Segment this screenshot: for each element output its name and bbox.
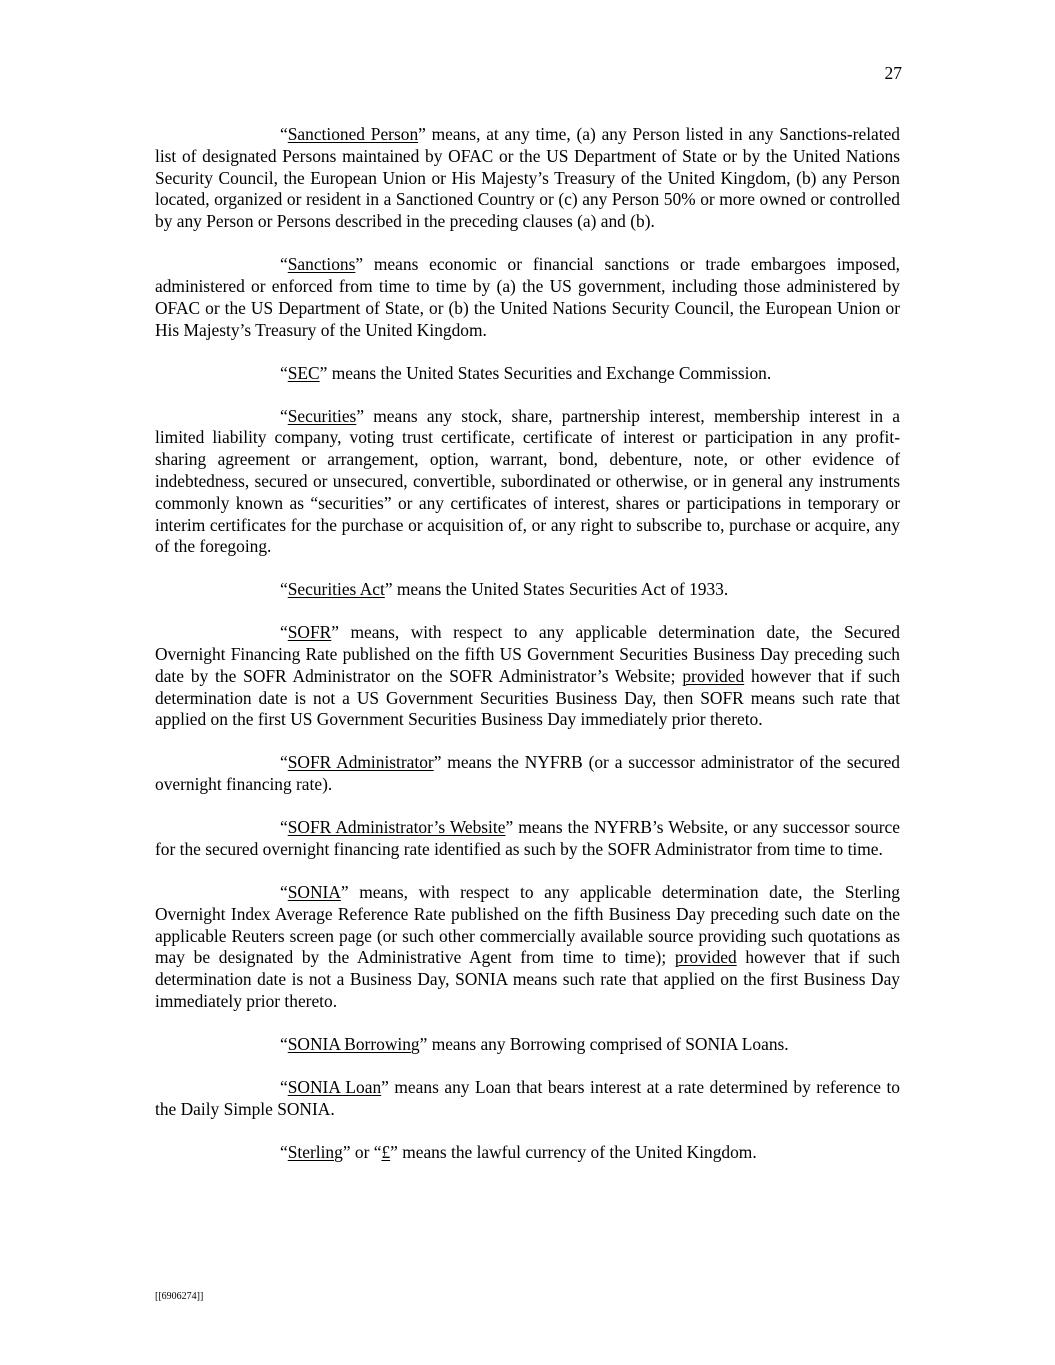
- definition-text-continued: ” means the lawful currency of the United Kingdom.: [390, 1141, 757, 1162]
- open-quote: “: [280, 622, 288, 643]
- definition-text: ” means, with respect to any applicable determination date, the Sterling Overnight Index Average Reference Rate published on the fifth Business Day preceding such date on the applicable Reuters screen page (or such other commercially available source providing such quotations as may be designated by the Administrative Agent from time to time);: [155, 882, 900, 968]
- definition-sonia-loan: [155, 1077, 900, 1121]
- definition-sanctioned-person: [155, 124, 900, 233]
- open-quote: “: [280, 579, 288, 600]
- open-quote: “: [280, 124, 288, 144]
- defined-term: Sanctions: [287, 254, 356, 275]
- defined-term: SONIA: [287, 882, 341, 903]
- definition-sec: [155, 363, 900, 385]
- definition-sofr: [155, 622, 900, 731]
- defined-term: SOFR Administrator’s Website: [287, 817, 506, 838]
- open-quote: “: [280, 1033, 288, 1054]
- open-quote: “: [280, 1141, 288, 1162]
- definition-sofr-administrators-website: [155, 817, 900, 861]
- pound-symbol-term: £: [381, 1141, 391, 1162]
- definition-text: ” means the NYFRB (or a successor administrator of the secured overnight financing rate).: [155, 752, 900, 795]
- definition-sofr-administrator: [155, 752, 900, 796]
- defined-term: Securities: [287, 405, 357, 426]
- definition-text: ” means any Loan that bears interest at a rate determined by reference to the Daily Simple SONIA.: [155, 1076, 900, 1119]
- open-quote: “: [280, 1076, 288, 1097]
- definition-securities-act: [155, 579, 900, 601]
- definition-text: ” means any Borrowing comprised of SONIA Loans.: [419, 1033, 789, 1054]
- definition-text-continued: however that if such determination date is not a Business Day, SONIA means such rate that applied on the first Business Day immediately prior thereto.: [155, 947, 900, 1011]
- page-number: 27: [884, 63, 902, 83]
- open-quote: “: [280, 254, 288, 275]
- provided-proviso: provided: [682, 665, 745, 686]
- definition-text: ” means any stock, share, partnership interest, membership interest in a limited liability company, voting trust certificate, certificate of interest or participation in any profit-sharing agreement or arrangement, option, warrant, bond, debenture, note, or other evidence of indebtedness, secured or unsecured, convertible, subordinated or otherwise, or in general any instruments commonly known as “securities” or any certificates of interest, shares or participations in temporary or interim certificates for the purchase or acquisition of, or any right to subscribe to, purchase or acquire, any of the foregoing.: [155, 405, 900, 557]
- defined-term: Securities Act: [287, 579, 385, 600]
- definitions-section: [155, 124, 900, 1185]
- definition-sanctions: [155, 254, 900, 341]
- definition-sterling: [155, 1142, 900, 1164]
- definition-text: ” means, with respect to any applicable determination date, the Secured Overnight Financing Rate published on the fifth US Government Securities Business Day preceding such date by the SOFR Administrator on the SOFR Administrator’s Website;: [155, 622, 900, 686]
- defined-term: Sanctioned Person: [287, 124, 419, 144]
- defined-term: SOFR Administrator: [287, 752, 434, 773]
- defined-term: SEC: [287, 362, 320, 383]
- open-quote: “: [280, 752, 288, 773]
- definition-securities: [155, 406, 900, 559]
- definition-text-continued: however that if such determination date is not a US Government Securities Business Day, then SOFR means such rate that applied on the first US Government Securities Business Day immediately prior thereto.: [155, 665, 901, 730]
- defined-term: Sterling: [287, 1141, 343, 1162]
- open-quote: “: [280, 405, 288, 426]
- definition-text: ” or “: [342, 1141, 382, 1162]
- open-quote: “: [280, 362, 288, 383]
- definition-text: ” means, at any time, (a) any Person listed in any Sanctions-related list of designated Persons maintained by OFAC or the US Department of State or by the United Nations Security Council, the European Union or His Majesty’s Treasury of the United Kingdom, (b) any Person located, organized or resident in a Sanctioned Country or (c) any Person 50% or more owned or controlled by any Person or Persons described in the preceding clauses (a) and (b).: [155, 124, 900, 232]
- definition-text: ” means economic or financial sanctions or trade embargoes imposed, administered or enforced from time to time by (a) the US government, including those administered by OFAC or the US Department of State, or (b) the United Nations Security Council, the European Union or His Majesty’s Treasury of the United Kingdom.: [155, 254, 900, 340]
- definition-sonia-borrowing: [155, 1034, 900, 1056]
- defined-term: SONIA Borrowing: [287, 1033, 420, 1054]
- definition-text: ” means the United States Securities Act of 1933.: [384, 579, 729, 600]
- open-quote: “: [280, 817, 288, 838]
- definition-sonia: [155, 882, 900, 1013]
- definition-text: ” means the NYFRB’s Website, or any successor source for the secured overnight financing rate identified as such by the SOFR Administrator from time to time.: [155, 817, 900, 860]
- defined-term: SOFR: [287, 622, 332, 643]
- open-quote: “: [280, 882, 288, 903]
- definition-text: ” means the United States Securities and Exchange Commission.: [319, 362, 772, 383]
- provided-proviso: provided: [674, 947, 737, 968]
- document-id-footer: [[6906274]]: [155, 1291, 204, 1302]
- defined-term: SONIA Loan: [287, 1076, 382, 1097]
